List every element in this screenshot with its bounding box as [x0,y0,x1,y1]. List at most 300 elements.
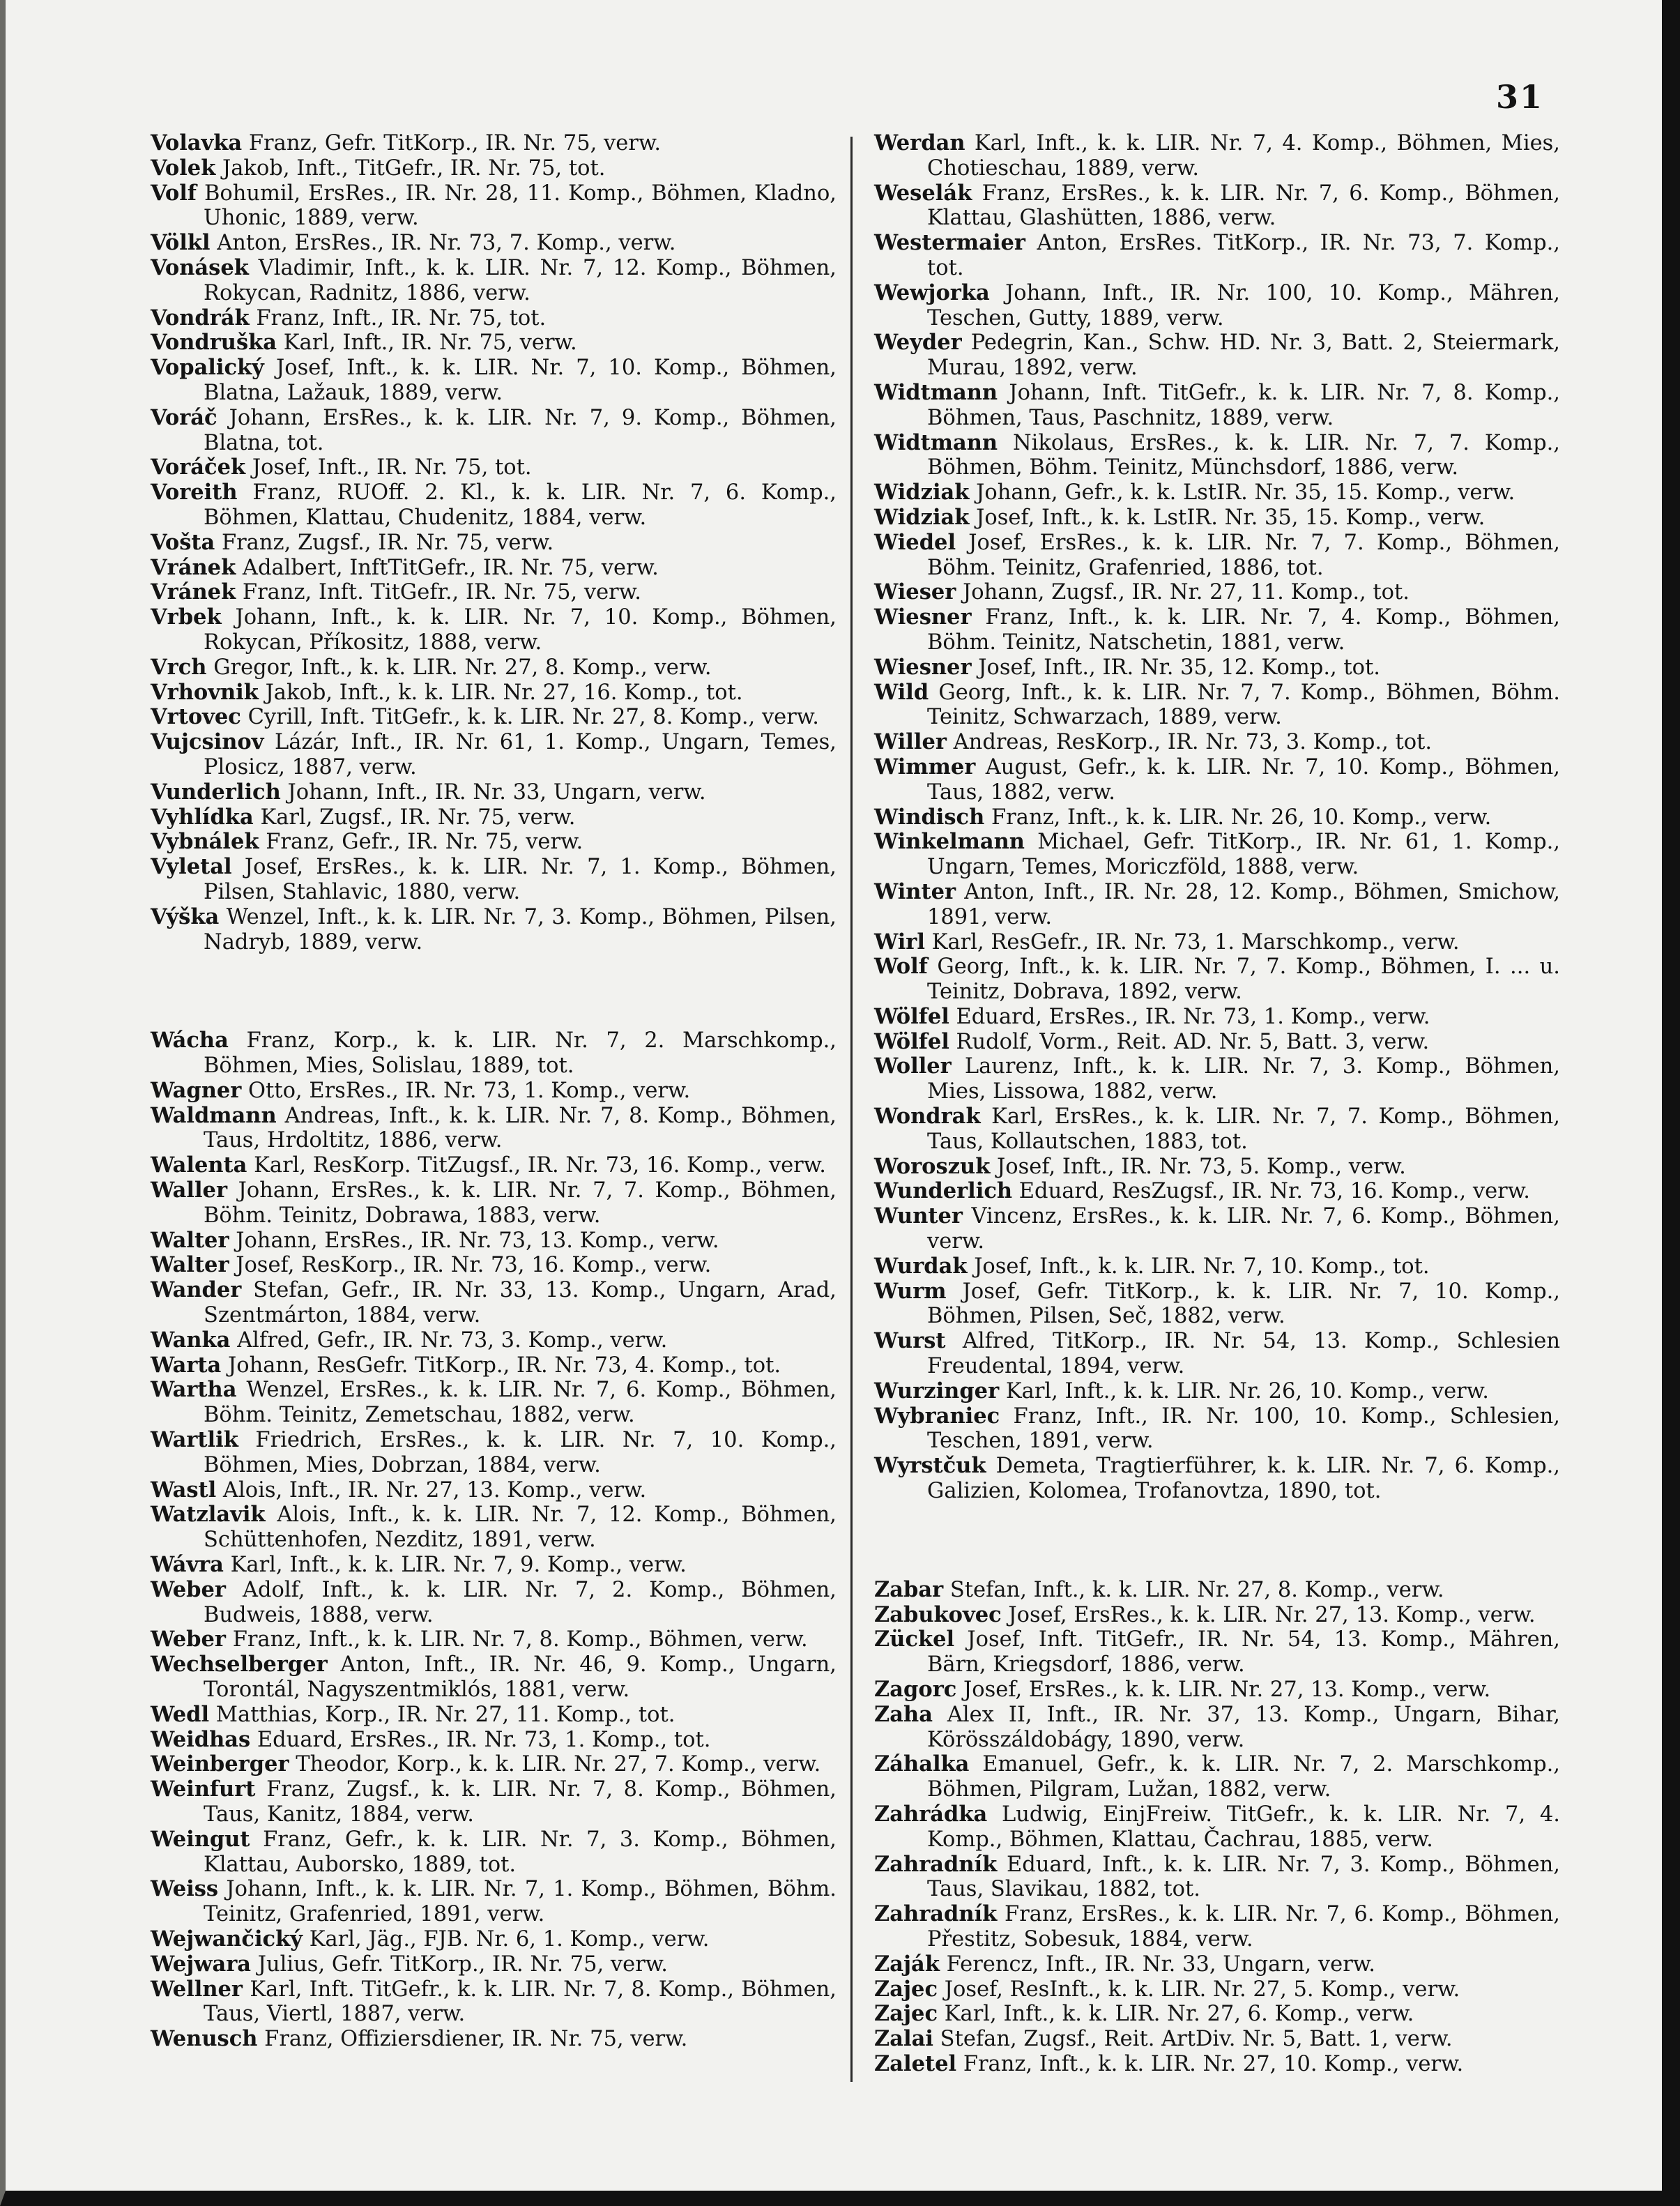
register-entry [151,680,837,706]
entry-surname: Wagner [151,1077,242,1103]
entry-surname: Vrtovec [151,704,241,730]
entry-details: Josef, ResKorp., IR. Nr. 73, 16. Komp., verw. [236,1253,712,1278]
entry-details: Franz, Zugsf., k. k. LIR. Nr. 7, 8. Komp., Böhmen, Taus, Kanitz, 1884, verw. [204,1777,837,1827]
register-entry [151,1877,837,1927]
register-entry [874,381,1560,431]
entry-surname: Widtmann [874,429,998,455]
entry-details: Adalbert, InftTitGefr., IR. Nr. 75, verw. [242,555,659,580]
register-entry [151,1728,837,1753]
entry-details: Pedegrin, Kan., Schw. HD. Nr. 3, Batt. 2, Steiermark, Murau, 1892, verw. [927,330,1560,381]
entry-surname: Wiesner [874,654,972,680]
register-entry [151,655,837,680]
entry-details: Otto, ErsRes., IR. Nr. 73, 1. Komp., verw. [248,1078,691,1103]
entry-surname: Wölfel [874,1028,949,1054]
register-entry [151,905,837,955]
register-entry [874,680,1560,731]
entry-surname: Vondruška [151,330,277,356]
register-entry [874,1603,1560,1628]
register-entry [874,1977,1560,2002]
entry-surname: Zaletel [874,2051,957,2076]
entry-surname: Winter [874,878,956,904]
entry-surname: Wácha [151,1028,229,1053]
entry-surname: Widziak [874,504,970,530]
page-number: 31 [1495,78,1543,116]
register-entry [874,330,1560,381]
entry-details: Theodor, Korp., k. k. LIR. Nr. 27, 7. Komp., verw. [296,1752,821,1777]
entry-details: Karl, Inft. TitGefr., k. k. LIR. Nr. 7, 8. Komp., Böhmen, Taus, Viertl, 1887, verw. [204,1977,837,2027]
entry-details: Josef, ResInft., k. k. LIR. Nr. 27, 5. Komp., verw. [944,1977,1460,2002]
entry-details: Josef, Inft., IR. Nr. 75, tot. [252,455,532,480]
register-entry [874,2002,1560,2027]
entry-details: Karl, Inft., k. k. LIR. Nr. 7, 9. Komp., verw. [230,1553,687,1578]
entry-surname: Winkelmann [874,829,1025,855]
register-entry [151,131,837,156]
entry-details: Karl, ResGefr., IR. Nr. 73, 1. Marschkomp., verw. [931,929,1460,954]
entry-details: Josef, Inft., k. k. LstIR. Nr. 35, 15. Komp., verw. [976,505,1486,530]
entry-details: Anton, ErsRes., IR. Nr. 73, 7. Komp., verw. [217,231,676,256]
entry-surname: Walter [151,1227,229,1253]
entry-surname: Weingut [151,1826,250,1852]
entry-surname: Wedl [151,1701,210,1727]
register-entry [151,1578,837,1628]
entry-details: August, Gefr., k. k. LIR. Nr. 7, 10. Komp., Böhmen, Taus, 1882, verw. [927,754,1560,805]
entry-surname: Zückel [874,1627,955,1652]
entry-details: Josef, ErsRes., k. k. LIR. Nr. 27, 13. Komp., verw. [1008,1602,1536,1627]
entry-surname: Warta [151,1352,222,1378]
entry-surname: Wewjorka [874,280,990,305]
register-entry [151,1703,837,1728]
entry-details: Karl, ResKorp. TitZugsf., IR. Nr. 73, 16. Komp., verw. [254,1153,826,1178]
entry-details: Alois, Inft., IR. Nr. 27, 13. Komp., verw. [222,1477,647,1503]
entry-surname: Widtmann [874,379,998,405]
entry-surname: Vránek [151,579,236,605]
entry-surname: Windisch [874,804,985,830]
register-entry [874,805,1560,830]
register-entry [151,1328,837,1353]
entry-surname: Wunter [874,1203,963,1229]
entry-details: Lázár, Inft., IR. Nr. 61, 1. Komp., Ungarn, Temes, Plosicz, 1887, verw. [204,730,837,779]
entry-details: Wenzel, ErsRes., k. k. LIR. Nr. 7, 6. Komp., Böhmen, Böhm. Teinitz, Zemetschau, 1882, verw. [204,1378,837,1428]
entry-details: Josef, ErsRes., k. k. LIR. Nr. 7, 1. Komp., Böhmen, Pilsen, Stahlavic, 1880, verw. [204,855,837,904]
register-entry [874,1752,1560,1802]
register-entry [874,730,1560,755]
entry-details: Johann, ErsRes., IR. Nr. 73, 13. Komp., verw. [236,1228,719,1253]
entry-details: Johann, ResGefr. TitKorp., IR. Nr. 73, 4. Komp., tot. [228,1353,781,1378]
register-entry [874,1179,1560,1204]
entry-surname: Wellner [151,1976,243,2002]
entry-details: Karl, Inft., IR. Nr. 75, verw. [283,330,577,356]
entry-details: Johann, ErsRes., k. k. LIR. Nr. 7, 9. Komp., Böhmen, Blatna, tot. [204,405,837,455]
entry-details: Georg, Inft., k. k. LIR. Nr. 7, 7. Komp., Böhmen, Böhm. Teinitz, Schwarzach, 1889, verw. [927,680,1560,730]
entry-surname: Voráč [151,404,217,430]
entry-details: Franz, Zugsf., IR. Nr. 75, verw. [221,530,554,555]
entry-surname: Walter [151,1252,229,1278]
register-entry [151,1977,837,2028]
register-entry [151,855,837,905]
entry-surname: Zabar [874,1576,944,1602]
entry-surname: Wieser [874,579,956,605]
entry-surname: Wunderlich [874,1178,1013,1204]
entry-details: Eduard, ErsRes., IR. Nr. 73, 1. Komp., tot. [257,1727,711,1752]
register-entry [151,156,837,181]
entry-details: Josef, Inft., k. k. LIR. Nr. 7, 10. Komp., tot. [974,1254,1430,1279]
right-column [874,131,1560,2077]
entry-details: Josef, ErsRes., k. k. LIR. Nr. 7, 7. Komp., Böhmen, Böhm. Teinitz, Grafenried, 1886, tot. [927,530,1560,580]
register-entry [151,556,837,581]
entry-details: Franz, Gefr., k. k. LIR. Nr. 7, 3. Komp., Böhmen, Klattau, Auborsko, 1889, tot. [204,1827,837,1877]
entry-surname: Vopalický [151,355,264,381]
register-entry [874,1379,1560,1404]
register-entry [874,531,1560,581]
entry-surname: Záhalka [874,1751,970,1777]
entry-surname: Weber [151,1627,226,1652]
entry-details: Anton, Inft., IR. Nr. 28, 12. Komp., Böhmen, Smichow, 1891, verw. [927,879,1560,929]
register-entry [151,1278,837,1328]
register-entry [151,1627,837,1652]
entry-details: Johann, Inft. TitGefr., k. k. LIR. Nr. 7, 8. Komp., Böhmen, Taus, Paschnitz, 1889, verw. [927,380,1560,430]
entry-details: Josef, Inft., IR. Nr. 35, 12. Komp., tot. [978,655,1380,680]
section-z [874,1578,1560,2077]
entry-details: Alfred, Gefr., IR. Nr. 73, 3. Komp., verw. [237,1328,668,1353]
section-gap [874,1504,1560,1578]
register-entry [874,755,1560,805]
entry-details: Alex II, Inft., IR. Nr. 37, 13. Komp., Ungarn, Bihar, Körösszáldobágy, 1890, verw. [927,1702,1560,1752]
entry-surname: Voráček [151,455,246,480]
entry-surname: Wimmer [874,754,976,779]
entry-details: Karl, Inft., k. k. LIR. Nr. 27, 6. Komp., verw. [944,2002,1414,2027]
entry-details: Andreas, Inft., k. k. LIR. Nr. 7, 8. Komp., Böhmen, Taus, Hrdoltitz, 1886, verw. [204,1103,837,1153]
entry-surname: Zabukovec [874,1602,1002,1627]
entry-details: Karl, Inft., k. k. LIR. Nr. 7, 4. Komp., Böhmen, Mies, Chotieschau, 1889, verw. [927,131,1560,181]
entry-details: Nikolaus, ErsRes., k. k. LIR. Nr. 7, 7. Komp., Böhmen, Böhm. Teinitz, Münchsdorf, 1886, verw. [927,430,1560,480]
entry-details: Franz, Inft., IR. Nr. 100, 10. Komp., Schlesien, Teschen, 1891, verw. [927,1404,1560,1454]
entry-surname: Weber [151,1576,226,1602]
entry-surname: Wiedel [874,529,956,555]
entry-details: Franz, Korp., k. k. LIR. Nr. 7, 2. Marschkomp., Böhmen, Mies, Solislau, 1889, tot. [204,1028,837,1079]
entry-details: Johann, Inft., k. k. LIR. Nr. 7, 10. Komp., Böhmen, Rokycan, Příkositz, 1888, verw. [204,605,837,655]
entry-surname: Waller [151,1178,228,1203]
register-entry [151,1827,837,1878]
section-gap [151,954,837,1028]
register-entry [874,1279,1560,1330]
left-column [151,131,837,2052]
section-v [151,131,837,954]
entry-surname: Výška [151,904,220,929]
register-entry [151,330,837,356]
register-entry [874,1952,1560,1977]
entry-surname: Zagorc [874,1677,957,1703]
entry-surname: Wolf [874,954,928,980]
register-entry [151,1153,837,1178]
entry-details: Alois, Inft., k. k. LIR. Nr. 7, 12. Komp., Böhmen, Schüttenhofen, Nezditz, 1891, verw. [204,1503,837,1553]
register-entry [874,1404,1560,1454]
register-entry [151,1777,837,1827]
entry-surname: Vybnálek [151,829,259,855]
entry-surname: Wastl [151,1477,217,1503]
entry-surname: Vonásek [151,254,249,280]
entry-surname: Woroszuk [874,1153,991,1179]
entry-details: Wenzel, Inft., k. k. LIR. Nr. 7, 3. Komp., Böhmen, Pilsen, Nadryb, 1889, verw. [204,904,837,954]
entry-details: Anton, ErsRes. TitKorp., IR. Nr. 73, 7. Komp., tot. [927,231,1560,280]
entry-details: Laurenz, Inft., k. k. LIR. Nr. 7, 3. Komp., Böhmen, Mies, Lissowa, 1882, verw. [927,1054,1560,1104]
entry-surname: Wávra [151,1552,224,1578]
entry-surname: Voreith [151,480,238,505]
entry-surname: Weyder [874,330,962,356]
entry-surname: Wejwara [151,1951,252,1977]
entry-details: Franz, Inft., k. k. LIR. Nr. 26, 10. Komp., verw. [991,805,1492,830]
entry-details: Emanuel, Gefr., k. k. LIR. Nr. 7, 2. Marschkomp., Böhmen, Pilgram, Lužan, 1882, verw. [927,1752,1560,1802]
register-entry [874,1678,1560,1703]
entry-details: Matthias, Korp., IR. Nr. 27, 11. Komp., tot. [215,1702,675,1727]
entry-details: Anton, Inft., IR. Nr. 46, 9. Komp., Ungarn, Torontál, Nagyszentmiklós, 1881, verw. [204,1652,837,1703]
register-entry [151,1553,837,1578]
entry-surname: Werdan [874,130,965,155]
register-entry [874,1005,1560,1030]
entry-surname: Widziak [874,480,970,505]
entry-surname: Weinberger [151,1751,289,1777]
entry-surname: Waldmann [151,1102,277,1128]
entry-details: Andreas, ResKorp., IR. Nr. 73, 3. Komp., tot. [953,730,1433,755]
entry-surname: Westermaier [874,230,1025,256]
register-entry [874,1802,1560,1853]
entry-surname: Willer [874,729,947,755]
entry-surname: Zajec [874,1976,938,2002]
entry-details: Ferencz, Inft., IR. Nr. 33, Ungarn, verw. [946,1952,1375,1977]
register-entry [151,1652,837,1703]
entry-details: Karl, ErsRes., k. k. LIR. Nr. 7, 7. Komp., Böhmen, Taus, Kollautschen, 1883, tot. [927,1104,1561,1154]
entry-surname: Vrch [151,654,207,680]
entry-surname: Wondrak [874,1104,981,1129]
entry-surname: Weiss [151,1876,219,1902]
entry-surname: Vyletal [151,854,232,880]
entry-surname: Wirl [874,929,925,954]
entry-surname: Völkl [151,230,211,256]
register-entry [151,705,837,730]
entry-details: Julius, Gefr. TitKorp., IR. Nr. 75, verw. [257,1952,668,1977]
entry-details: Eduard, ErsRes., IR. Nr. 73, 1. Komp., verw. [956,1004,1430,1029]
register-entry [151,356,837,406]
entry-details: Franz, Gefr., IR. Nr. 75, verw. [266,830,583,855]
entry-surname: Vunderlich [151,779,281,805]
entry-surname: Woller [874,1053,952,1079]
register-entry [151,480,837,531]
entry-surname: Vrhovnik [151,679,259,705]
entry-details: Demeta, Tragtierführer, k. k. LIR. Nr. 7, 6. Komp., Galizien, Kolomea, Trofanovtza, 1890, tot. [927,1454,1560,1504]
register-entry [151,306,837,331]
entry-surname: Wurst [874,1328,946,1354]
register-entry [874,830,1560,880]
register-entry [874,505,1560,531]
entry-surname: Wild [874,679,929,705]
register-entry [151,780,837,805]
entry-surname: Walenta [151,1153,247,1178]
entry-details: Jakob, Inft., k. k. LIR. Nr. 27, 16. Komp., tot. [265,680,743,705]
register-entry [151,1178,837,1228]
entry-details: Josef, Inft., IR. Nr. 73, 5. Komp., verw. [997,1154,1406,1179]
register-entry [874,181,1560,231]
register-entry [874,281,1560,331]
entry-details: Stefan, Inft., k. k. LIR. Nr. 27, 8. Komp., verw. [949,1577,1444,1602]
register-entry [874,954,1560,1005]
register-entry [874,1902,1560,1952]
entry-surname: Zalai [874,2026,933,2052]
register-entry [874,655,1560,680]
entry-details: Vincenz, ErsRes., k. k. LIR. Nr. 7, 6. Komp., Böhmen, verw. [927,1204,1560,1254]
entry-details: Josef, ErsRes., k. k. LIR. Nr. 27, 13. Komp., verw. [963,1678,1491,1703]
register-entry [151,1752,837,1777]
register-entry [151,2027,837,2052]
entry-details: Franz, Gefr. TitKorp., IR. Nr. 75, verw. [248,131,662,155]
register-entry [874,1578,1560,1603]
entry-details: Johann, Inft., k. k. LIR. Nr. 7, 1. Komp., Böhmen, Böhm. Teinitz, Grafenried, 1891, verw. [204,1877,837,1927]
entry-surname: Wander [151,1277,242,1303]
register-entry [874,431,1560,481]
register-entry [151,1478,837,1503]
entry-details: Franz, Inft., k. k. LIR. Nr. 7, 4. Komp., Böhmen, Böhm. Teinitz, Natschetin, 1881, verw. [927,605,1560,655]
register-entry [874,1454,1560,1504]
register-entry [874,580,1560,605]
section-w-continued [874,131,1560,1504]
entry-surname: Wanka [151,1327,231,1353]
entry-details: Johann, Gefr., k. k. LstIR. Nr. 35, 15. Komp., verw. [976,480,1515,505]
entry-details: Johann, ErsRes., k. k. LIR. Nr. 7, 7. Komp., Böhmen, Böhm. Teinitz, Dobrawa, 1883, verw. [204,1178,837,1228]
entry-details: Karl, Inft., k. k. LIR. Nr. 26, 10. Komp., verw. [1005,1378,1489,1404]
entry-surname: Wurm [874,1278,947,1304]
register-entry [151,1228,837,1254]
entry-surname: Vondrák [151,305,250,330]
register-entry [151,730,837,780]
entry-details: Franz, ErsRes., k. k. LIR. Nr. 7, 6. Komp., Böhmen, Klattau, Glashütten, 1886, verw. [927,181,1560,231]
entry-details: Eduard, Inft., k. k. LIR. Nr. 7, 3. Komp., Böhmen, Taus, Slavikau, 1882, tot. [927,1852,1560,1902]
entry-details: Adolf, Inft., k. k. LIR. Nr. 7, 2. Komp., Böhmen, Budweis, 1888, verw. [204,1577,837,1627]
entry-details: Franz, Inft., k. k. LIR. Nr. 7, 8. Komp., Böhmen, verw. [232,1627,808,1652]
entry-surname: Zahrádka [874,1802,988,1827]
register-entry [151,1428,837,1478]
entry-details: Franz, Inft., IR. Nr. 75, tot. [256,305,547,330]
register-entry [874,131,1560,181]
register-entry [874,1104,1560,1155]
register-entry [874,2027,1560,2052]
entry-details: Rudolf, Vorm., Reit. AD. Nr. 5, Batt. 3, verw. [956,1029,1430,1054]
entry-details: Franz, Inft., k. k. LIR. Nr. 27, 10. Komp., verw. [963,2051,1464,2076]
entry-surname: Wölfel [874,1003,949,1029]
register-entry [874,1853,1560,1903]
entry-surname: Wechselberger [151,1652,328,1678]
register-entry [151,605,837,655]
register-entry [874,1204,1560,1254]
entry-details: Jakob, Inft., TitGefr., IR. Nr. 75, tot. [222,155,606,181]
entry-surname: Zaha [874,1701,933,1727]
entry-surname: Vyhlídka [151,804,254,830]
entry-details: Eduard, ResZugsf., IR. Nr. 73, 16. Komp., verw. [1018,1179,1530,1204]
register-entry [151,1952,837,1977]
entry-surname: Weidhas [151,1726,251,1752]
entry-surname: Vrbek [151,604,222,630]
entry-details: Vladimir, Inft., k. k. LIR. Nr. 7, 12. Komp., Böhmen, Rokycan, Radnitz, 1886, verw. [204,255,837,305]
entry-details: Johann, Inft., IR. Nr. 33, Ungarn, verw. [287,779,706,805]
register-entry [874,1054,1560,1104]
entry-surname: Wiesner [874,604,972,630]
register-entry [151,455,837,480]
entry-details: Franz, Offiziersdiener, IR. Nr. 75, verw. [264,2027,688,2052]
section-w [151,1028,837,2052]
entry-surname: Wartlik [151,1427,238,1453]
register-entry [151,1927,837,1952]
entry-surname: Wybraniec [874,1403,1000,1429]
entry-details: Josef, Inft., k. k. LIR. Nr. 7, 10. Komp., Böhmen, Blatna, Lažauk, 1889, verw. [204,356,837,405]
entry-surname: Watzlavik [151,1502,266,1528]
register-entry [151,1353,837,1378]
register-entry [874,880,1560,930]
entry-surname: Volf [151,180,197,206]
entry-details: Gregor, Inft., k. k. LIR. Nr. 27, 8. Komp., verw. [213,655,712,680]
entry-details: Karl, Jäg., FJB. Nr. 6, 1. Komp., verw. [309,1926,710,1952]
register-entry [874,1254,1560,1279]
entry-surname: Wurdak [874,1253,968,1279]
entry-details: Bohumil, ErsRes., IR. Nr. 28, 11. Komp., Böhmen, Kladno, Uhonic, 1889, verw. [204,181,837,231]
register-entry [151,1503,837,1553]
register-entry [874,1030,1560,1055]
entry-details: Cyrill, Inft. TitGefr., k. k. LIR. Nr. 27, 8. Komp., verw. [247,705,819,730]
entry-details: Josef, Inft. TitGefr., IR. Nr. 54, 13. Komp., Mähren, Bärn, Kriegsdorf, 1886, verw. [927,1627,1560,1678]
entry-details: Friedrich, ErsRes., k. k. LIR. Nr. 7, 10. Komp., Böhmen, Mies, Dobrzan, 1884, verw. [204,1428,837,1477]
entry-details: Karl, Zugsf., IR. Nr. 75, verw. [260,805,576,830]
entry-surname: Vujcsinov [151,729,264,755]
entry-surname: Wejwančický [151,1926,303,1952]
register-entry [874,1627,1560,1678]
entry-details: Stefan, Gefr., IR. Nr. 33, 13. Komp., Ungarn, Arad, Szentmárton, 1884, verw. [204,1278,837,1328]
entry-details: Michael, Gefr. TitKorp., IR. Nr. 61, 1. Komp., Ungarn, Temes, Moriczföld, 1888, verw. [927,830,1560,880]
register-entry [151,256,837,306]
register-entry [151,805,837,830]
entry-details: Franz, Inft. TitGefr., IR. Nr. 75, verw. [242,580,641,605]
entry-surname: Zaják [874,1951,940,1977]
register-entry [151,830,837,855]
entry-details: Franz, ErsRes., k. k. LIR. Nr. 7, 6. Komp., Böhmen, Přestitz, Sobesuk, 1884, verw. [927,1902,1560,1952]
register-entry [151,1079,837,1104]
entry-details: Ludwig, EinjFreiw. TitGefr., k. k. LIR. Nr. 7, 4. Komp., Böhmen, Klattau, Čachrau, 1885, verw. [927,1802,1560,1852]
entry-details: Johann, Zugsf., IR. Nr. 27, 11. Komp., tot. [963,580,1410,605]
entry-details: Johann, Inft., IR. Nr. 100, 10. Komp., Mähren, Teschen, Gutty, 1889, verw. [927,280,1560,330]
register-entry [874,480,1560,505]
entry-surname: Weselák [874,180,972,206]
register-entry [874,231,1560,281]
register-entry [151,580,837,605]
entry-details: Josef, Gefr. TitKorp., k. k. LIR. Nr. 7, 10. Komp., Böhmen, Pilsen, Seč, 1882, verw. [927,1279,1560,1329]
register-entry [151,181,837,231]
register-entry [874,605,1560,655]
entry-surname: Wyrstčuk [874,1453,986,1479]
entry-surname: Volek [151,155,216,181]
entry-surname: Zajec [874,2001,938,2027]
register-entry [151,406,837,456]
entry-surname: Zahradník [874,1901,998,1927]
entry-surname: Wurzinger [874,1378,1000,1404]
column-divider [850,137,853,2082]
entry-details: Georg, Inft., k. k. LIR. Nr. 7, 7. Komp., Böhmen, I. ... u. Teinitz, Dobrava, 1892, verw. [927,954,1560,1005]
entry-details: Franz, RUOff. 2. Kl., k. k. LIR. Nr. 7, 6. Komp., Böhmen, Klattau, Chudenitz, 1884, verw. [204,480,837,530]
register-entry [874,1703,1560,1753]
entry-surname: Vránek [151,554,236,580]
entry-surname: Vošta [151,529,215,555]
entry-surname: Wartha [151,1377,237,1403]
register-entry [874,1155,1560,1180]
register-entry [151,1253,837,1278]
register-entry [874,2052,1560,2077]
register-entry [874,1329,1560,1379]
register-entry [151,1104,837,1154]
entry-surname: Zahradník [874,1851,998,1877]
